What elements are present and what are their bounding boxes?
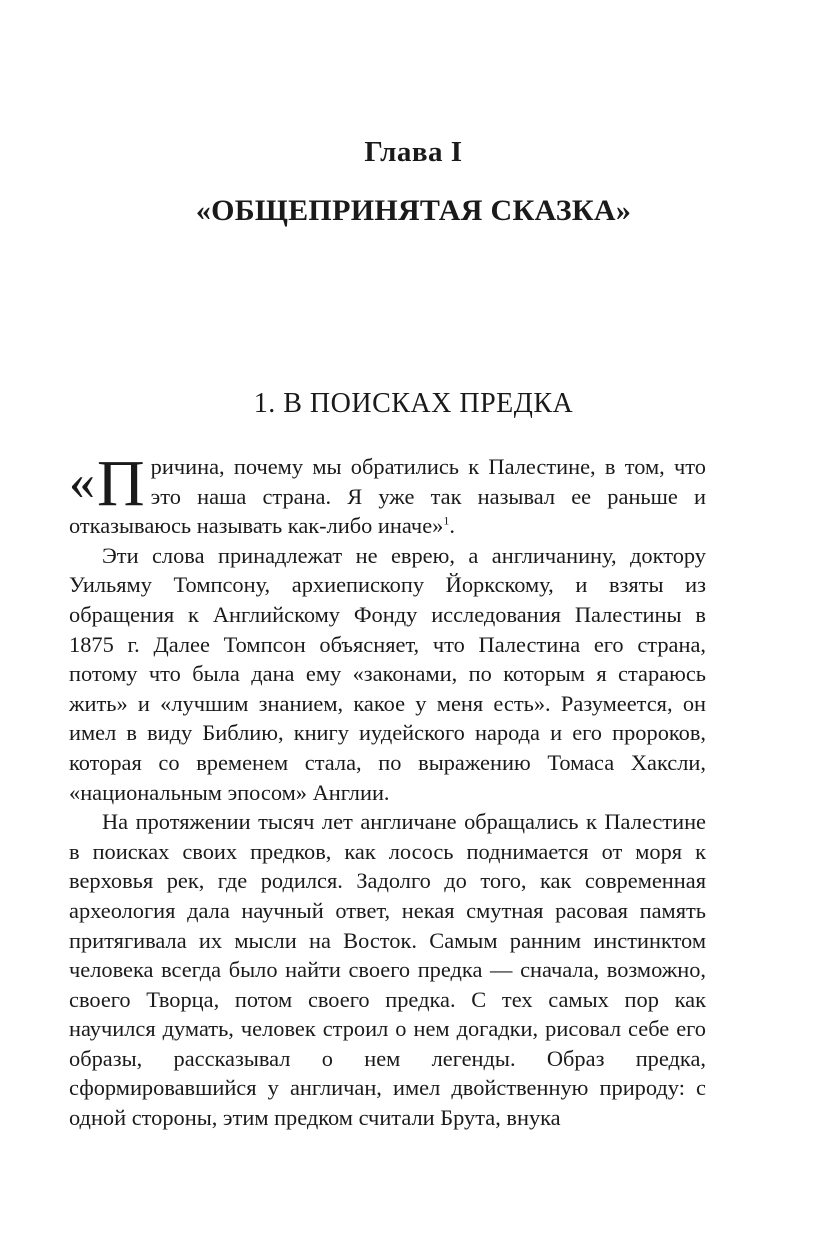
chapter-title: Глава I	[364, 136, 463, 168]
paragraph-1-end: .	[449, 513, 455, 539]
drop-cap-letter: П	[97, 447, 145, 520]
body-text	[69, 447, 706, 1133]
paragraph-1	[69, 447, 706, 541]
footnote-marker: 1	[443, 513, 450, 528]
paragraph-3: На протяжении тысяч лет англичане обращались к Палестине в поисках своих предков, как лосось поднимается от моря к верховья рек, где родился. Задолго до того, как современная археология дала научный ответ, некая смутная расовая память притягивала их мысли на Восток. Самым ранним инстинктом человека всегда было найти своего предка — сначала, возможно, своего Творца, потом своего предка. С тех самых пор как научился думать, человек строил о нем догадки, рисовал себе его образы, рассказывал о нем легенды. Образ предка, сформировавшийся у англичан, имел двойственную природу: с одной стороны, этим предком считали Брута, внука	[69, 809, 706, 1131]
paragraph-1-text: ричина, почему мы обратились к Палестине, в том, что это наша страна. Я уже так называл ее раньше и отказываюсь называть как-либо иначе»	[69, 454, 706, 539]
drop-cap-quote: «	[69, 454, 95, 511]
chapter-subtitle: «ОБЩЕПРИНЯТАЯ СКАЗКА»	[195, 194, 632, 227]
paragraph-2: Эти слова принадлежат не еврею, а англичанину, доктору Уильяму Томпсону, архиепископу Йоркскому, и взяты из обращения к Английскому Фонду исследования Палестины в 1875 г. Далее Томпсон объясняет, что Палестина его страна, потому что была дана ему «законами, по которым я стараюсь жить» и «лучшим знанием, какое у меня есть». Разумеется, он имел в виду Библию, книгу иудейского народа и его пророков, которая со временем стала, по выражению Томаса Хаксли, «национальным эпосом» Англии.	[69, 542, 706, 805]
section-heading: 1. В ПОИСКАХ ПРЕДКА	[253, 388, 574, 419]
drop-cap	[69, 447, 145, 520]
